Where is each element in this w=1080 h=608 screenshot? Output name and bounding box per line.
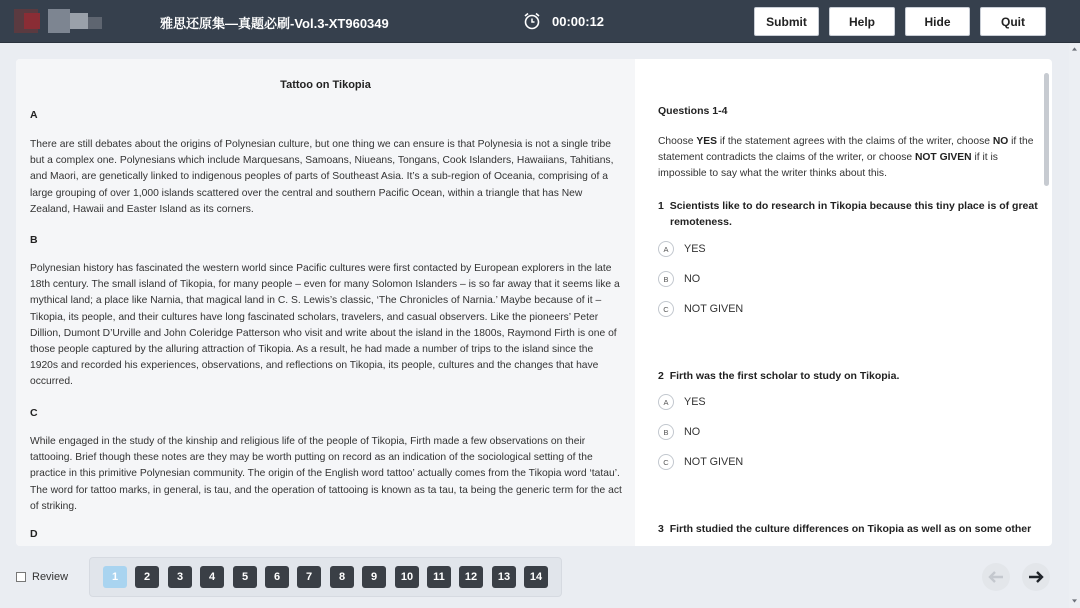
logo — [14, 9, 104, 33]
scroll-up-icon[interactable] — [1072, 46, 1077, 52]
section-label-d: D — [30, 528, 38, 540]
q2-option-c[interactable] — [658, 454, 743, 470]
question-nav-10[interactable]: 10 — [395, 566, 419, 588]
radio-circle[interactable]: B — [658, 424, 674, 440]
radio-circle[interactable]: A — [658, 241, 674, 257]
option-label: NO — [684, 426, 701, 438]
question-1: 1 Scientists like to do research in Tikopia because this tiny place is of great remoteness. — [658, 200, 1038, 228]
question-nav-7[interactable]: 7 — [297, 566, 321, 588]
option-label: NOT GIVEN — [684, 303, 744, 315]
quit-button[interactable]: Quit — [980, 7, 1046, 36]
content-panel — [16, 59, 1052, 546]
question-nav-6[interactable]: 6 — [265, 566, 289, 588]
question-2: 2 Firth was the first scholar to study on Tikopia. — [658, 370, 900, 382]
question-nav-9[interactable]: 9 — [362, 566, 386, 588]
question-nav-5[interactable]: 5 — [233, 566, 257, 588]
question-nav-2[interactable]: 2 — [135, 566, 159, 588]
q2-option-b[interactable] — [658, 424, 700, 440]
option-label: YES — [684, 396, 706, 408]
question-nav-4[interactable]: 4 — [200, 566, 224, 588]
question-nav-13[interactable]: 13 — [492, 566, 516, 588]
question-nav-14[interactable]: 14 — [524, 566, 548, 588]
section-label-c: C — [30, 407, 38, 419]
questions-pane[interactable] — [658, 59, 1052, 546]
hide-button[interactable]: Hide — [905, 7, 970, 36]
paragraph-b: Polynesian history has fascinated the western world since Pacific cultures were first contacted by European explorers in the late 18th century. The small island of Tikopia, for many people – even for many Solomon Islanders – is so far away that it seems like a mythical land; a place like Narnia, that magical land in C. S. Lewis’s classic, ‘The Chronicles of Narnia.’ Maybe because of it – Tikopia, its people, and their cultures have long fascinated scholars, travelers, and casual observers. Like the pioneers’ Peter Dillion, Dumont D’Urville and John Coleridge Patterson who visit and write about the island in the 1800s, Raymond Firth is one of those people captured by the alluring attraction of Tikopia. As a result, he had made a number of trips to the island since the 1920s and recorded his experiences, observations, and reflections on Tikopia, its people, cultures and the changes that have occurred. — [30, 263, 620, 388]
timer-value: 00:00:12 — [552, 13, 605, 29]
next-question-button[interactable] — [1022, 563, 1050, 591]
radio-circle[interactable]: C — [658, 301, 674, 317]
exam-title: 雅思还原集—真题必刷-Vol.3-XT960349 — [160, 16, 389, 31]
option-label: NOT GIVEN — [684, 456, 744, 468]
section-label-a: A — [30, 109, 38, 121]
q1-option-a[interactable] — [658, 241, 706, 257]
scroll-down-icon[interactable] — [1072, 598, 1077, 604]
radio-circle[interactable]: B — [658, 271, 674, 287]
passage-title: Tattoo on Tikopia — [280, 79, 371, 91]
arrow-right-icon — [1028, 571, 1044, 583]
timer — [522, 11, 604, 31]
arrow-left-icon — [988, 571, 1004, 583]
previous-question-button[interactable] — [982, 563, 1010, 591]
option-label: NO — [684, 273, 701, 285]
paragraph-c: While engaged in the study of the kinship and religious life of the people of Tikopia, Firth made a few observations on their tattooing. Brief though these notes are they may be worth putting on record as an indication of the sociological setting of the practice in this primitive Polynesian community. The origin of the English word tattoo’ actually comes from the Tikopia word ‘tatau’. The word for tattoo marks, in general, is tau, and the operation of tattooing is known as ta tau, ta being the generic term for the act of striking. — [30, 436, 622, 512]
question-navigator — [89, 557, 562, 597]
radio-circle[interactable]: C — [658, 454, 674, 470]
question-nav-11[interactable]: 11 — [427, 566, 451, 588]
q1-option-c[interactable] — [658, 301, 743, 317]
questions-heading: Questions 1-4 — [658, 105, 728, 117]
help-button[interactable]: Help — [829, 7, 895, 36]
review-checkbox[interactable] — [16, 572, 26, 582]
question-nav-8[interactable]: 8 — [330, 566, 354, 588]
page-scrollbar[interactable] — [1069, 44, 1080, 608]
question-3: 3 Firth studied the culture differences on Tikopia as well as on some other — [658, 523, 1032, 535]
alarm-clock-icon — [522, 11, 542, 31]
question-nav-12[interactable]: 12 — [459, 566, 483, 588]
q1-option-b[interactable] — [658, 271, 700, 287]
review-toggle[interactable] — [16, 571, 68, 583]
review-label: Review — [32, 571, 69, 583]
questions-scrollbar[interactable] — [1044, 73, 1049, 186]
question-nav-3[interactable]: 3 — [168, 566, 192, 588]
radio-circle[interactable]: A — [658, 394, 674, 410]
submit-button[interactable]: Submit — [754, 7, 819, 36]
section-label-b: B — [30, 234, 38, 246]
question-nav-1[interactable]: 1 — [103, 566, 127, 588]
q2-option-a[interactable] — [658, 394, 706, 410]
reading-passage[interactable] — [16, 59, 635, 546]
top-bar — [0, 0, 1080, 43]
option-label: YES — [684, 243, 706, 255]
paragraph-a: There are still debates about the origins of Polynesian culture, but one thing we can ensure is that Polynesia is not a single tribe but a complex one. Polynesians which include Marquesans, Samoans, Niueans, Tongans, Cook Islanders, Hawaiians, Tahitians, and Maori, are genetically linked to indigenous peoples of parts of Southeast Asia. It’s a sub-region of Oceania, comprising of a large grouping of over 1,000 islands scattered over the central and southern Pacific Ocean, within a triangle that has New Zealand, Hawaii and Easter Island as its corners. — [30, 139, 614, 215]
questions-instruction: Choose YES if the statement agrees with the claims of the writer, choose NO if the statement contradicts the claims of the writer, or choose NOT GIVEN if it is impossible to say what the writer thinks about this. — [658, 136, 1034, 180]
